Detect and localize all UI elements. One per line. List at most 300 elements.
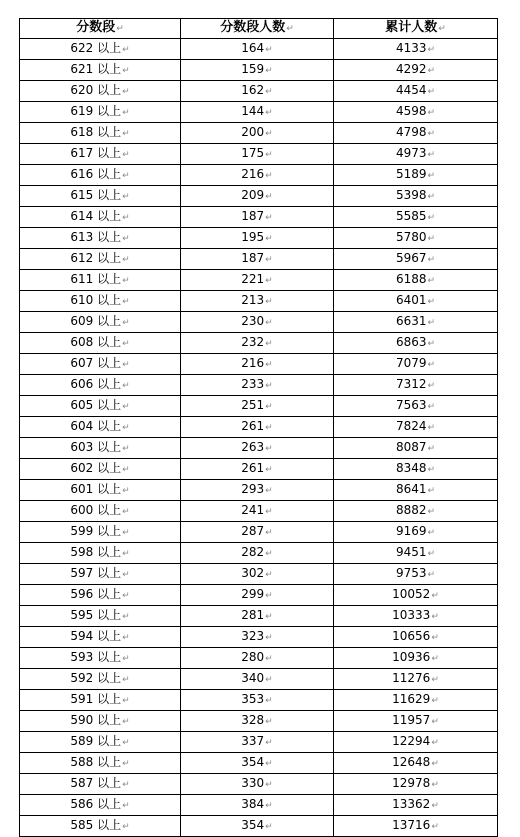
paragraph-mark: ↵ (122, 318, 130, 328)
paragraph-mark: ↵ (431, 633, 439, 643)
score-range-cell (20, 81, 181, 102)
paragraph-mark: ↵ (431, 654, 439, 664)
score-range-cell-value: 586 以上 (70, 797, 122, 811)
score-range-cell (20, 396, 181, 417)
score-range-cell (20, 585, 181, 606)
paragraph-mark: ↵ (122, 171, 130, 181)
cumulative-cell (334, 165, 498, 186)
cumulative-cell (334, 522, 498, 543)
score-range-cell-value: 588 以上 (70, 755, 122, 769)
count-cell-value: 164 (241, 41, 265, 55)
table-row (20, 753, 498, 774)
count-cell-value: 233 (241, 377, 265, 391)
score-range-cell (20, 186, 181, 207)
table-row (20, 291, 498, 312)
score-range-cell (20, 417, 181, 438)
cumulative-cell (334, 753, 498, 774)
paragraph-mark: ↵ (265, 612, 273, 622)
table-row (20, 648, 498, 669)
paragraph-mark: ↵ (427, 234, 436, 244)
count-cell-value: 209 (241, 188, 265, 202)
score-range-cell (20, 669, 181, 690)
count-cell (181, 753, 334, 774)
score-range-cell-value: 591 以上 (70, 692, 122, 706)
score-range-cell-value: 602 以上 (70, 461, 122, 475)
paragraph-mark: ↵ (265, 360, 273, 370)
paragraph-mark: ↵ (427, 486, 436, 496)
cumulative-cell (334, 291, 498, 312)
count-cell-value: 353 (241, 692, 265, 706)
paragraph-mark: ↵ (265, 192, 273, 202)
count-cell (181, 207, 334, 228)
count-cell (181, 123, 334, 144)
score-range-cell-value: 599 以上 (70, 524, 122, 538)
score-range-cell (20, 795, 181, 816)
score-range-cell (20, 711, 181, 732)
paragraph-mark: ↵ (122, 444, 130, 454)
cumulative-cell-value: 4973 (395, 146, 427, 160)
cumulative-cell-value: 6401 (395, 293, 427, 307)
paragraph-mark: ↵ (122, 45, 130, 55)
paragraph-mark: ↵ (122, 423, 130, 433)
paragraph-mark: ↵ (427, 45, 436, 55)
cumulative-cell (334, 39, 498, 60)
table-row (20, 186, 498, 207)
paragraph-mark: ↵ (122, 780, 130, 790)
cumulative-cell-value: 13716 (392, 818, 431, 832)
paragraph-mark: ↵ (265, 570, 273, 580)
count-cell (181, 648, 334, 669)
score-range-cell (20, 249, 181, 270)
cumulative-cell-value: 6188 (395, 272, 427, 286)
cumulative-cell (334, 627, 498, 648)
cumulative-cell (334, 585, 498, 606)
paragraph-mark: ↵ (122, 717, 130, 727)
paragraph-mark: ↵ (265, 549, 273, 559)
cumulative-cell-value: 7079 (395, 356, 427, 370)
cumulative-cell-value: 5189 (395, 167, 427, 181)
score-range-cell-value: 606 以上 (70, 377, 122, 391)
paragraph-mark: ↵ (122, 633, 130, 643)
paragraph-mark: ↵ (427, 570, 436, 580)
table-row (20, 228, 498, 249)
count-cell (181, 396, 334, 417)
count-cell (181, 291, 334, 312)
cumulative-cell-value: 8641 (395, 482, 427, 496)
cumulative-cell (334, 459, 498, 480)
score-range-cell-value: 619 以上 (70, 104, 122, 118)
cumulative-cell-value: 7563 (395, 398, 427, 412)
score-range-cell-value: 600 以上 (70, 503, 122, 517)
count-cell-value: 216 (241, 356, 265, 370)
table-row (20, 606, 498, 627)
paragraph-mark: ↵ (431, 759, 439, 769)
table-row (20, 459, 498, 480)
paragraph-mark: ↵ (427, 528, 436, 538)
paragraph-mark: ↵ (265, 171, 273, 181)
cumulative-cell-value: 9451 (395, 545, 427, 559)
paragraph-mark: ↵ (265, 129, 273, 139)
cumulative-cell-value: 10656 (392, 629, 431, 643)
count-cell (181, 81, 334, 102)
score-range-cell (20, 732, 181, 753)
cumulative-cell-value: 4798 (395, 125, 427, 139)
score-range-cell (20, 480, 181, 501)
cumulative-cell (334, 774, 498, 795)
paragraph-mark: ↵ (122, 822, 130, 832)
paragraph-mark: ↵ (265, 423, 273, 433)
table-row (20, 81, 498, 102)
count-cell-value: 384 (241, 797, 265, 811)
cumulative-cell-value: 7312 (395, 377, 427, 391)
paragraph-mark: ↵ (427, 381, 436, 391)
score-range-cell-value: 621 以上 (70, 62, 122, 76)
paragraph-mark: ↵ (265, 297, 273, 307)
paragraph-mark: ↵ (122, 738, 130, 748)
count-cell-value: 330 (241, 776, 265, 790)
paragraph-mark: ↵ (265, 654, 273, 664)
paragraph-mark: ↵ (122, 549, 130, 559)
paragraph-mark: ↵ (122, 696, 130, 706)
cumulative-cell (334, 732, 498, 753)
paragraph-mark: ↵ (265, 591, 273, 601)
paragraph-mark: ↵ (122, 675, 130, 685)
paragraph-mark: ↵ (427, 318, 436, 328)
paragraph-mark: ↵ (427, 276, 436, 286)
score-range-cell (20, 606, 181, 627)
count-cell (181, 333, 334, 354)
count-cell-value: 213 (241, 293, 265, 307)
cumulative-cell (334, 669, 498, 690)
paragraph-mark: ↵ (427, 402, 436, 412)
score-range-cell-value: 605 以上 (70, 398, 122, 412)
paragraph-mark: ↵ (122, 66, 130, 76)
count-cell-value: 187 (241, 209, 265, 223)
cumulative-cell (334, 543, 498, 564)
table-row (20, 585, 498, 606)
paragraph-mark: ↵ (265, 528, 273, 538)
score-range-cell (20, 774, 181, 795)
cumulative-cell (334, 606, 498, 627)
cumulative-cell (334, 228, 498, 249)
paragraph-mark: ↵ (122, 486, 130, 496)
paragraph-mark: ↵ (265, 822, 273, 832)
table-row (20, 249, 498, 270)
count-cell (181, 459, 334, 480)
paragraph-mark: ↵ (265, 759, 273, 769)
cumulative-cell (334, 690, 498, 711)
paragraph-mark: ↵ (265, 339, 273, 349)
paragraph-mark: ↵ (122, 150, 130, 160)
table-row (20, 438, 498, 459)
cumulative-cell-value: 5780 (395, 230, 427, 244)
score-range-cell-value: 585 以上 (70, 818, 122, 832)
cumulative-cell (334, 795, 498, 816)
paragraph-mark: ↵ (427, 192, 436, 202)
score-range-cell-value: 610 以上 (70, 293, 122, 307)
paragraph-mark: ↵ (122, 87, 130, 97)
cumulative-cell (334, 312, 498, 333)
paragraph-mark: ↵ (427, 423, 436, 433)
cumulative-cell-value: 4454 (395, 83, 427, 97)
count-cell-value: 354 (241, 818, 265, 832)
cumulative-cell-value: 4133 (395, 41, 427, 55)
count-cell (181, 585, 334, 606)
count-cell (181, 39, 334, 60)
count-cell (181, 795, 334, 816)
count-cell-value: 263 (241, 440, 265, 454)
score-range-cell-value: 613 以上 (70, 230, 122, 244)
score-range-cell-value: 608 以上 (70, 335, 122, 349)
paragraph-mark: ↵ (122, 570, 130, 580)
cumulative-cell (334, 144, 498, 165)
paragraph-mark: ↵ (122, 759, 130, 769)
table-row (20, 669, 498, 690)
score-range-cell-value: 611 以上 (70, 272, 122, 286)
cumulative-cell-value: 11629 (392, 692, 431, 706)
paragraph-mark: ↵ (427, 507, 436, 517)
paragraph-mark: ↵ (431, 612, 439, 622)
score-range-cell (20, 564, 181, 585)
paragraph-mark: ↵ (431, 591, 439, 601)
paragraph-mark: ↵ (265, 66, 273, 76)
paragraph-mark: ↵ (427, 444, 436, 454)
score-range-cell (20, 375, 181, 396)
cumulative-cell-value: 4598 (395, 104, 427, 118)
count-cell-value: 354 (241, 755, 265, 769)
count-cell (181, 312, 334, 333)
cumulative-cell (334, 711, 498, 732)
count-cell-value: 282 (241, 545, 265, 559)
score-range-cell-value: 618 以上 (70, 125, 122, 139)
paragraph-mark: ↵ (431, 780, 439, 790)
paragraph-mark: ↵ (265, 675, 273, 685)
count-cell (181, 102, 334, 123)
score-range-cell-value: 587 以上 (70, 776, 122, 790)
cumulative-cell (334, 438, 498, 459)
paragraph-mark: ↵ (427, 339, 436, 349)
score-range-cell-value: 616 以上 (70, 167, 122, 181)
cumulative-cell-value: 12648 (392, 755, 431, 769)
score-range-cell-value: 609 以上 (70, 314, 122, 328)
score-range-cell (20, 102, 181, 123)
paragraph-mark: ↵ (265, 318, 273, 328)
count-cell-value: 162 (241, 83, 265, 97)
cumulative-cell-value: 11276 (392, 671, 431, 685)
table-row (20, 165, 498, 186)
header-score-range (20, 19, 181, 39)
table-row (20, 102, 498, 123)
paragraph-mark: ↵ (427, 360, 436, 370)
table-row (20, 795, 498, 816)
paragraph-mark: ↵ (265, 45, 273, 55)
count-cell (181, 417, 334, 438)
cumulative-cell-value: 5398 (395, 188, 427, 202)
count-cell-value: 340 (241, 671, 265, 685)
count-cell (181, 564, 334, 585)
paragraph-mark: ↵ (122, 591, 130, 601)
cumulative-cell-value: 9169 (395, 524, 427, 538)
paragraph-mark: ↵ (122, 612, 130, 622)
count-cell (181, 249, 334, 270)
table-row (20, 690, 498, 711)
score-range-cell-value: 622 以上 (70, 41, 122, 55)
score-range-cell-value: 615 以上 (70, 188, 122, 202)
table-row (20, 270, 498, 291)
paragraph-mark: ↵ (427, 87, 436, 97)
count-cell (181, 816, 334, 837)
score-range-cell (20, 333, 181, 354)
table-row (20, 354, 498, 375)
cumulative-cell (334, 270, 498, 291)
score-range-cell (20, 648, 181, 669)
paragraph-mark: ↵ (265, 465, 273, 475)
score-range-cell (20, 354, 181, 375)
paragraph-mark: ↵ (265, 234, 273, 244)
count-cell-value: 232 (241, 335, 265, 349)
header-count (181, 19, 334, 39)
cumulative-cell-value: 13362 (392, 797, 431, 811)
count-cell-value: 221 (241, 272, 265, 286)
paragraph-mark: ↵ (122, 129, 130, 139)
paragraph-mark: ↵ (122, 507, 130, 517)
score-range-cell-value: 607 以上 (70, 356, 122, 370)
table-row (20, 375, 498, 396)
score-range-cell (20, 816, 181, 837)
count-cell (181, 60, 334, 81)
table-row (20, 501, 498, 522)
score-range-cell-value: 603 以上 (70, 440, 122, 454)
paragraph-mark: ↵ (265, 276, 273, 286)
table-header-row (20, 19, 498, 39)
count-cell (181, 669, 334, 690)
paragraph-mark: ↵ (265, 402, 273, 412)
cumulative-cell (334, 186, 498, 207)
count-cell-value: 230 (241, 314, 265, 328)
table-row (20, 480, 498, 501)
table-row (20, 522, 498, 543)
paragraph-mark: ↵ (427, 129, 436, 139)
paragraph-mark: ↵ (265, 87, 273, 97)
cumulative-cell-value: 5967 (395, 251, 427, 265)
paragraph-mark: ↵ (265, 381, 273, 391)
table-row (20, 396, 498, 417)
cumulative-cell-value: 7824 (395, 419, 427, 433)
count-cell-value: 337 (241, 734, 265, 748)
count-cell (181, 774, 334, 795)
paragraph-mark: ↵ (265, 486, 273, 496)
table-row (20, 543, 498, 564)
cumulative-cell (334, 81, 498, 102)
count-cell-value: 175 (241, 146, 265, 160)
score-range-cell (20, 60, 181, 81)
paragraph-mark: ↵ (427, 66, 436, 76)
score-range-cell (20, 144, 181, 165)
paragraph-mark: ↵ (265, 150, 273, 160)
score-range-cell (20, 312, 181, 333)
paragraph-mark: ↵ (122, 528, 130, 538)
paragraph-mark: ↵ (122, 234, 130, 244)
paragraph-mark: ↵ (122, 192, 130, 202)
table-row (20, 60, 498, 81)
cumulative-cell-value: 10333 (392, 608, 431, 622)
score-range-cell-value: 593 以上 (70, 650, 122, 664)
cumulative-cell-value: 12294 (392, 734, 431, 748)
count-cell-value: 241 (241, 503, 265, 517)
score-range-cell-value: 612 以上 (70, 251, 122, 265)
paragraph-mark: ↵ (122, 213, 130, 223)
paragraph-mark: ↵ (122, 360, 130, 370)
header-cumulative (334, 19, 498, 39)
cumulative-cell (334, 354, 498, 375)
paragraph-mark: ↵ (427, 213, 436, 223)
score-range-cell (20, 501, 181, 522)
score-table-container (19, 18, 498, 837)
score-range-cell-value: 589 以上 (70, 734, 122, 748)
count-cell (181, 270, 334, 291)
table-row (20, 123, 498, 144)
count-cell-value: 280 (241, 650, 265, 664)
count-cell (181, 690, 334, 711)
score-range-cell-value: 601 以上 (70, 482, 122, 496)
table-body (20, 39, 498, 837)
paragraph-mark: ↵ (265, 696, 273, 706)
count-cell (181, 543, 334, 564)
paragraph-mark: ↵ (265, 108, 273, 118)
count-cell-value: 299 (241, 587, 265, 601)
cumulative-cell (334, 816, 498, 837)
cumulative-cell-value: 12978 (392, 776, 431, 790)
paragraph-mark: ↵ (431, 738, 439, 748)
paragraph-mark: ↵ (122, 276, 130, 286)
count-cell (181, 165, 334, 186)
count-cell-value: 287 (241, 524, 265, 538)
count-cell (181, 501, 334, 522)
count-cell-value: 323 (241, 629, 265, 643)
paragraph-mark: ↵ (427, 465, 436, 475)
paragraph-mark: ↵ (431, 696, 439, 706)
score-range-cell-value: 594 以上 (70, 629, 122, 643)
score-range-cell (20, 270, 181, 291)
table-row (20, 417, 498, 438)
count-cell (181, 522, 334, 543)
table-row (20, 312, 498, 333)
cumulative-cell (334, 648, 498, 669)
paragraph-mark: ↵ (431, 822, 439, 832)
paragraph-mark: ↵ (122, 381, 130, 391)
score-range-cell (20, 690, 181, 711)
cumulative-cell (334, 60, 498, 81)
score-range-cell (20, 753, 181, 774)
score-range-cell-value: 597 以上 (70, 566, 122, 580)
cumulative-cell (334, 564, 498, 585)
score-range-cell-value: 595 以上 (70, 608, 122, 622)
paragraph-mark: ↵ (122, 801, 130, 811)
score-range-cell (20, 627, 181, 648)
paragraph-mark: ↵ (427, 150, 436, 160)
cumulative-cell-value: 8348 (395, 461, 427, 475)
table-row (20, 144, 498, 165)
paragraph-mark: ↵ (431, 717, 439, 727)
score-range-cell (20, 522, 181, 543)
cumulative-cell-value: 8882 (395, 503, 427, 517)
table-row (20, 627, 498, 648)
table-row (20, 774, 498, 795)
cumulative-cell-value: 5585 (395, 209, 427, 223)
paragraph-mark: ↵ (265, 213, 273, 223)
header-cumulative-label: 累计人数 (385, 20, 438, 35)
paragraph-mark: ↵ (265, 780, 273, 790)
